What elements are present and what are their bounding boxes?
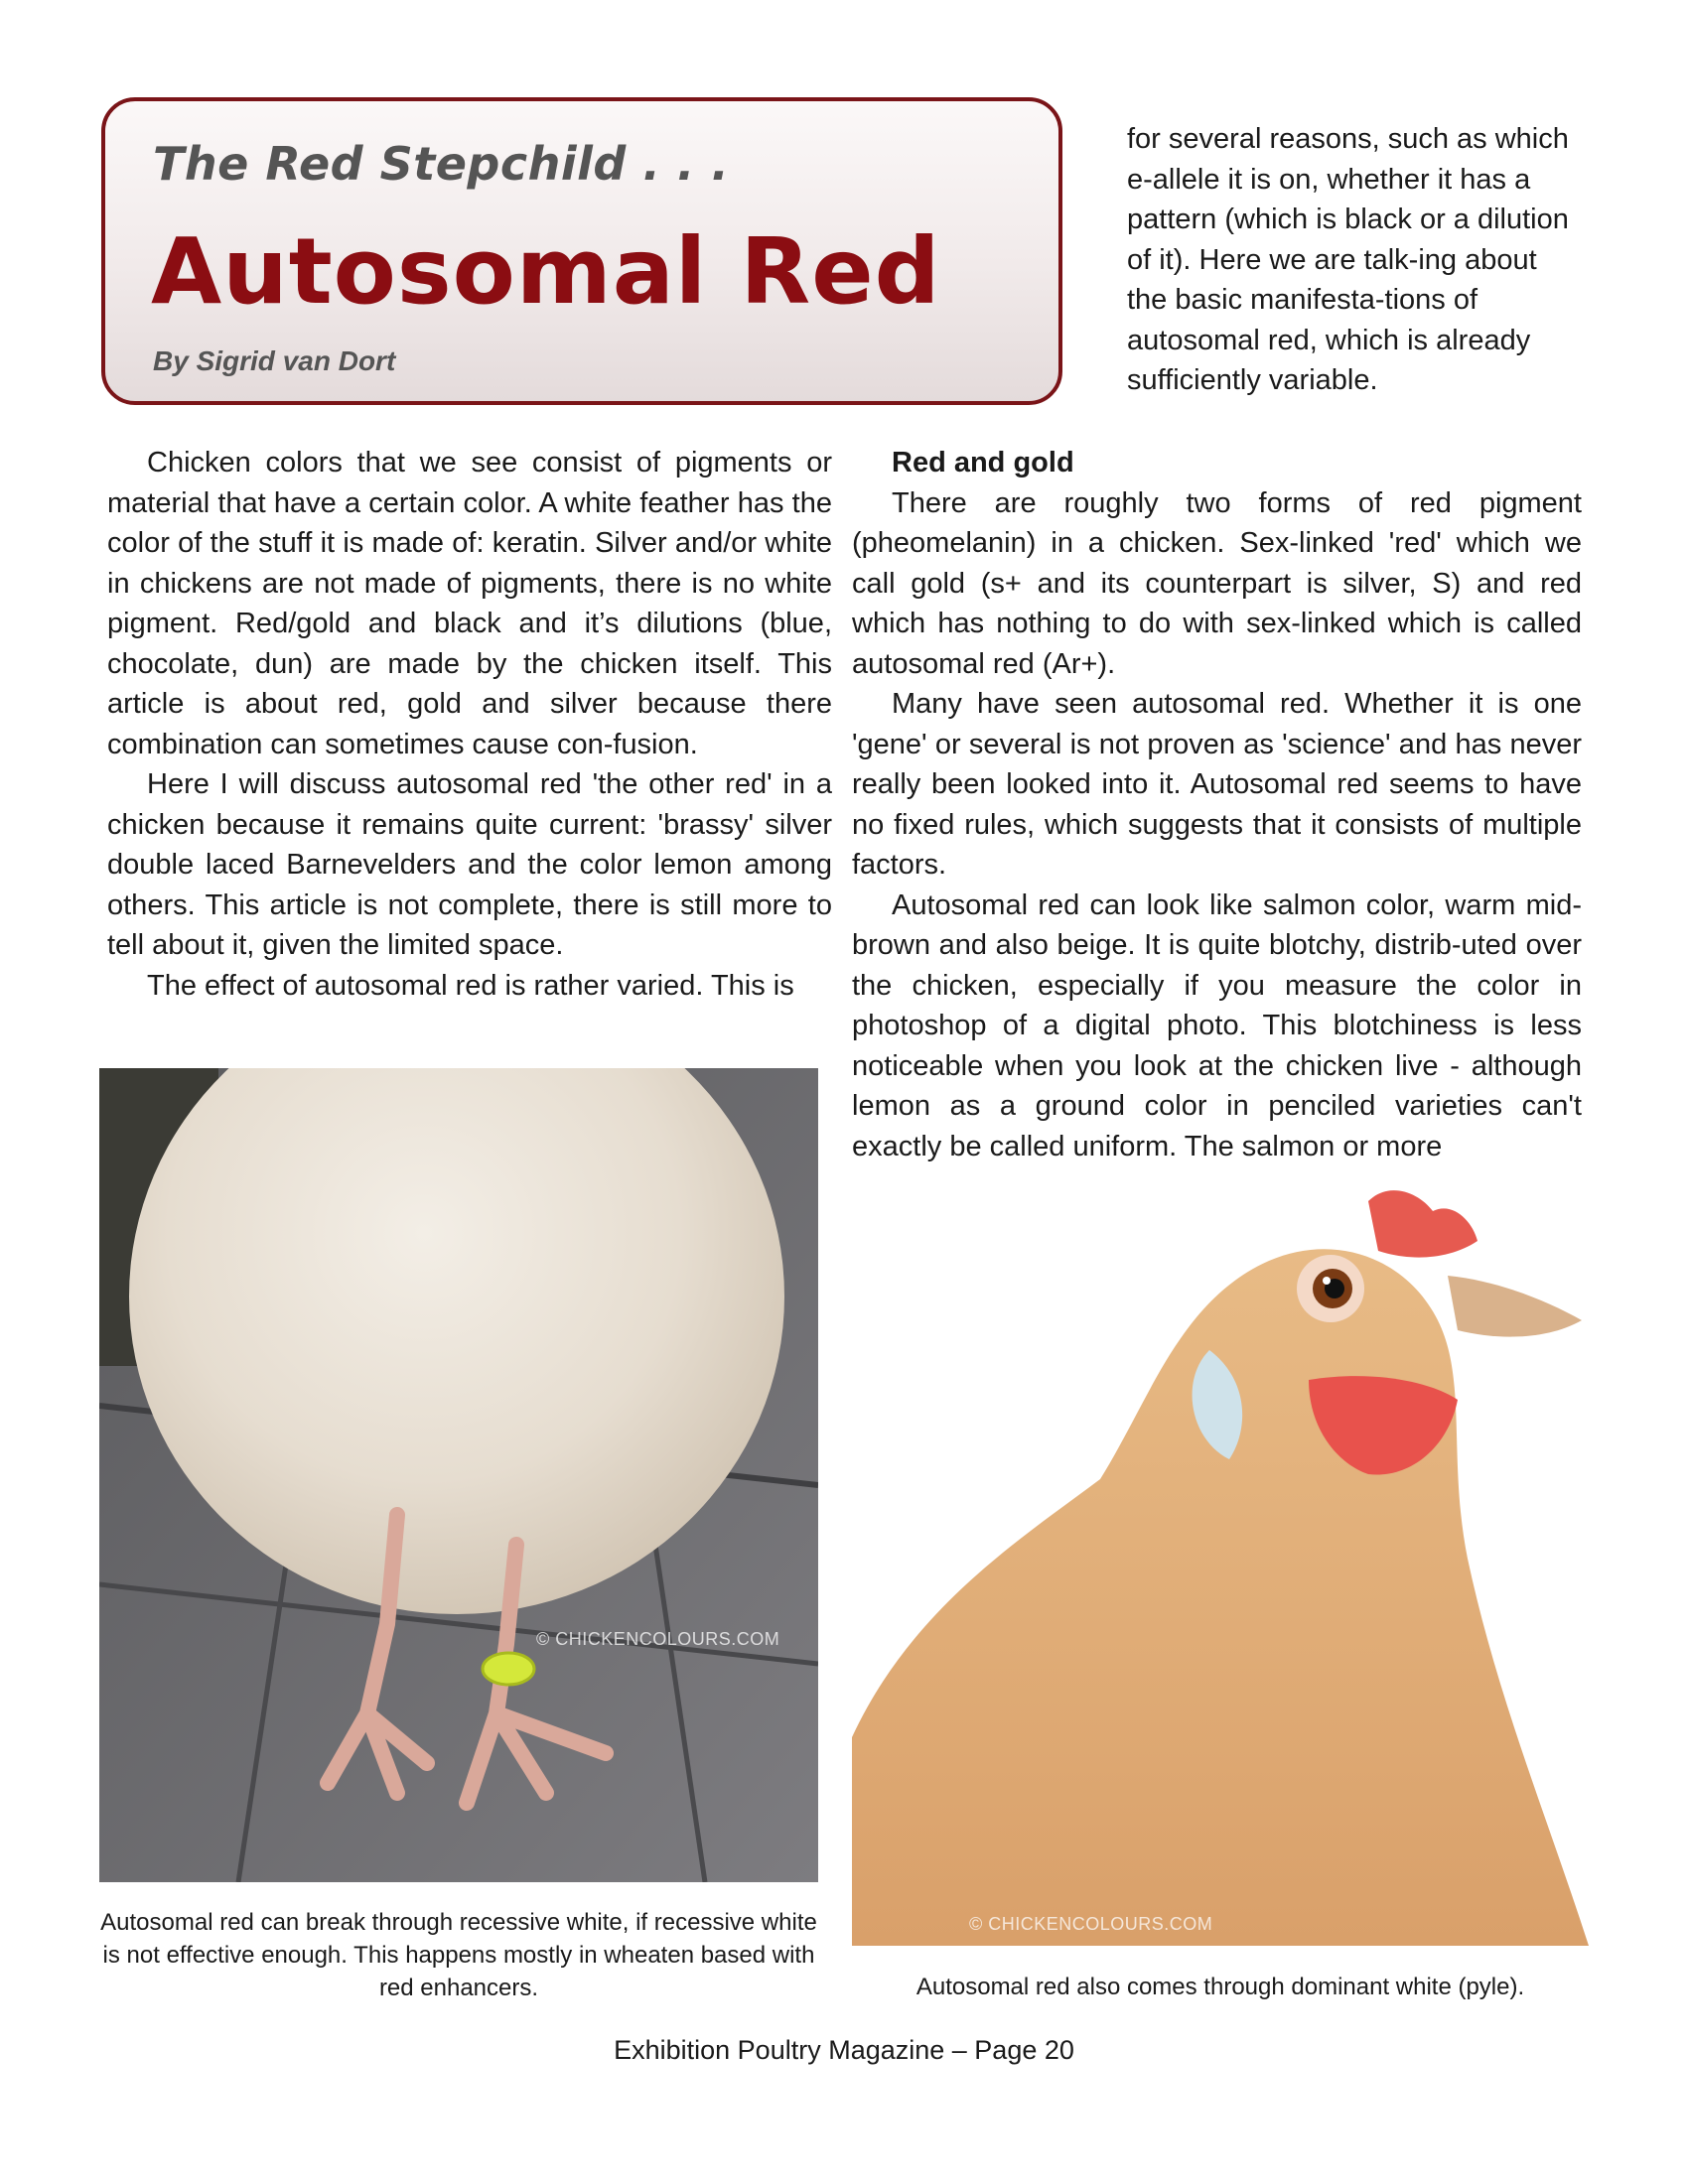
right-paragraph-2: Many have seen autosomal red. Whether it is one 'gene' or several is not proven as 'science' and has never really been looked into it. Autosomal red seems to have no fixed rules, which suggests that it consists of multiple factors. bbox=[852, 688, 1582, 881]
article-byline: By Sigrid van Dort bbox=[153, 345, 396, 376]
photo-right-caption: Autosomal red also comes through dominant white (pyle). bbox=[915, 1974, 1525, 2000]
section-heading-red-and-gold: Red and gold bbox=[892, 447, 1074, 478]
left-column bbox=[107, 443, 832, 1006]
photo-right-watermark: © CHICKENCOLOURS.COM bbox=[969, 1914, 1213, 1934]
page-footer: Exhibition Poultry Magazine – Page 20 bbox=[614, 2035, 1074, 2065]
photo-left-caption: Autosomal red can break through recessive white, if recessive white is not effective enough. This happens mostly in wheaten based with red enhancers. bbox=[100, 1909, 817, 2001]
pyle-hen-illustration bbox=[852, 1181, 1589, 1946]
intro-paragraph: for several reasons, such as which e-allele it is on, whether it has a pattern (which is black or a dilution of it). Here we are talk-ing about the basic manifesta-tions of autosomal red, which is already sufficiently variable. bbox=[1127, 123, 1569, 396]
photo-white-hen-feet bbox=[99, 1068, 818, 1882]
title-box bbox=[101, 97, 1062, 405]
right-paragraph-1: There are roughly two forms of red pigment (pheomelanin) in a chicken. Sex-linked 'red' which we call gold (s+ and its counterpart is silver, S) and red which has nothing to do with sex-linked which is called autosomal red (Ar+). bbox=[852, 486, 1582, 680]
article-title: Autosomal Red bbox=[151, 218, 941, 325]
intro-continuation bbox=[1127, 119, 1584, 401]
left-paragraph-1: Chicken colors that we see consist of pigments or material that have a certain color. A white feather has the color of the stuff it is made of: keratin. Silver and/or white in chickens are not made of pigments, there is no white pigment. Red/gold and black and it’s dilutions (blue, chocolate, dun) are made by the chicken itself. This article is about red, gold and silver because there combination can sometimes cause con-fusion. bbox=[107, 447, 832, 760]
left-paragraph-2: Here I will discuss autosomal red 'the other red' in a chicken because it remains quite current: 'brassy' silver double laced Barnevelders and the color lemon among others. This article is not complete, there is still more to tell about it, given the limited space. bbox=[107, 768, 832, 961]
photo-pyle-hen-head bbox=[852, 1181, 1589, 1946]
right-paragraph-3: Autosomal red can look like salmon color, warm mid-brown and also beige. It is quite blotchy, distrib-uted over the chicken, especially if you measure the color in photoshop of a digital photo. This blotchiness is less noticeable when you look at the chicken live - although lemon as a ground color in penciled varieties can't exactly be called uniform. The salmon or more bbox=[852, 888, 1582, 1162]
photo-left-watermark: © CHICKENCOLOURS.COM bbox=[536, 1629, 780, 1649]
white-hen-illustration bbox=[99, 1068, 818, 1882]
article-kicker: The Red Stepchild . . . bbox=[153, 137, 730, 191]
right-column bbox=[852, 443, 1582, 1166]
left-paragraph-3: The effect of autosomal red is rather varied. This is bbox=[147, 969, 794, 1002]
